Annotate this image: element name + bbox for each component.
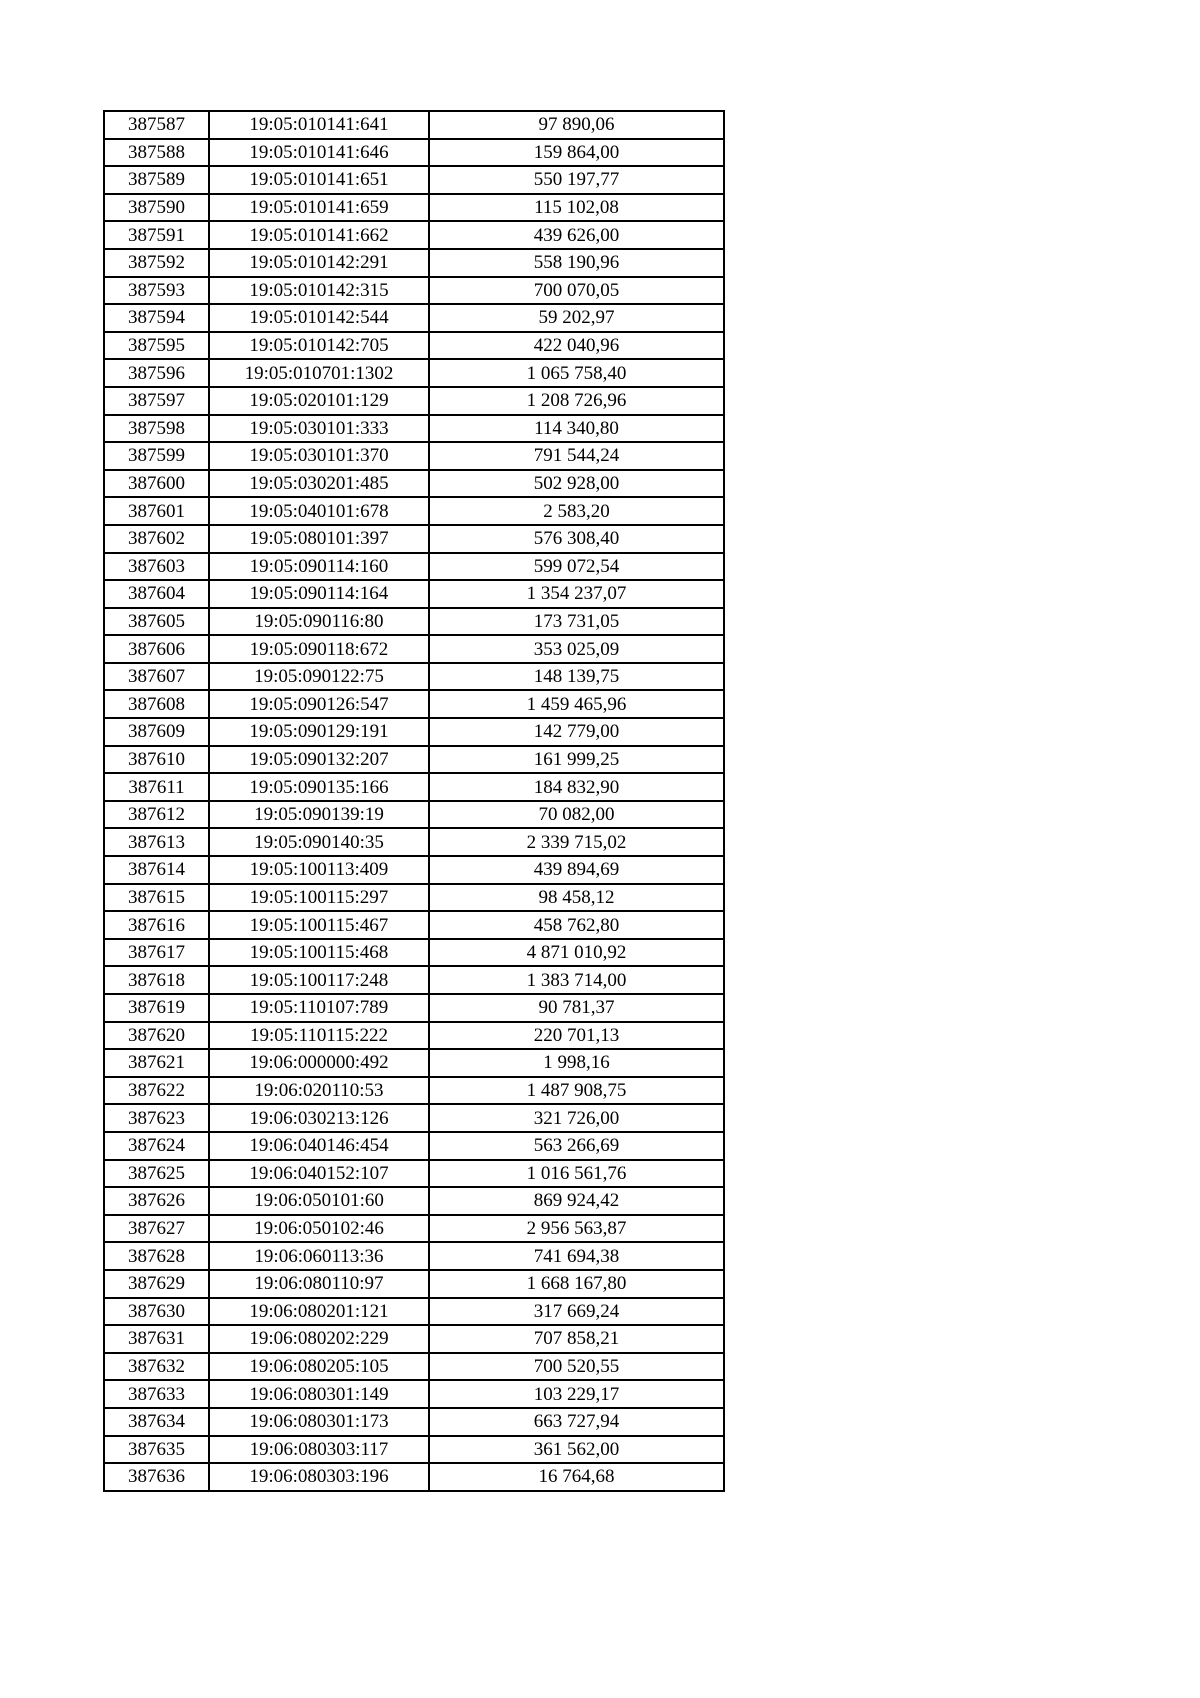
- table-row: [104, 1242, 724, 1270]
- cadastral-number-cell: 19:05:010141:659: [209, 194, 429, 222]
- table-row: [104, 1022, 724, 1050]
- cadastral-number-cell: 19:05:010701:1302: [209, 359, 429, 387]
- cadastral-number-cell: 19:05:090122:75: [209, 663, 429, 691]
- value-cell: 148 139,75: [429, 663, 724, 691]
- value-cell: 1 383 714,00: [429, 966, 724, 994]
- cadastral-number-cell: 19:06:080303:117: [209, 1436, 429, 1464]
- cadastral-number-cell: 19:05:100113:409: [209, 856, 429, 884]
- row-number-cell: 387588: [104, 139, 209, 167]
- value-cell: 98 458,12: [429, 884, 724, 912]
- table-row: [104, 1215, 724, 1243]
- row-number-cell: 387625: [104, 1160, 209, 1188]
- value-cell: 869 924,42: [429, 1187, 724, 1215]
- value-cell: 1 065 758,40: [429, 359, 724, 387]
- row-number-cell: 387606: [104, 635, 209, 663]
- row-number-cell: 387621: [104, 1049, 209, 1077]
- row-number-cell: 387631: [104, 1325, 209, 1353]
- cadastral-number-cell: 19:05:090135:166: [209, 773, 429, 801]
- value-cell: 59 202,97: [429, 304, 724, 332]
- row-number-cell: 387610: [104, 746, 209, 774]
- row-number-cell: 387617: [104, 939, 209, 967]
- value-cell: 220 701,13: [429, 1022, 724, 1050]
- table-row: [104, 1298, 724, 1326]
- table-row: [104, 387, 724, 415]
- value-cell: 663 727,94: [429, 1408, 724, 1436]
- cadastral-number-cell: 19:05:030101:333: [209, 415, 429, 443]
- row-number-cell: 387616: [104, 911, 209, 939]
- cadastral-number-cell: 19:05:090132:207: [209, 746, 429, 774]
- table-row: [104, 1463, 724, 1491]
- row-number-cell: 387623: [104, 1104, 209, 1132]
- value-cell: 741 694,38: [429, 1242, 724, 1270]
- row-number-cell: 387611: [104, 773, 209, 801]
- table-row: [104, 1270, 724, 1298]
- row-number-cell: 387594: [104, 304, 209, 332]
- value-cell: 1 016 561,76: [429, 1160, 724, 1188]
- row-number-cell: 387622: [104, 1077, 209, 1105]
- cadastral-number-cell: 19:06:050102:46: [209, 1215, 429, 1243]
- row-number-cell: 387624: [104, 1132, 209, 1160]
- value-cell: 700 520,55: [429, 1353, 724, 1381]
- row-number-cell: 387587: [104, 111, 209, 139]
- row-number-cell: 387597: [104, 387, 209, 415]
- value-cell: 439 626,00: [429, 221, 724, 249]
- table-row: [104, 553, 724, 581]
- table-row: [104, 690, 724, 718]
- row-number-cell: 387596: [104, 359, 209, 387]
- cadastral-number-cell: 19:05:010142:291: [209, 249, 429, 277]
- cadastral-number-cell: 19:05:090129:191: [209, 718, 429, 746]
- cadastral-number-cell: 19:05:080101:397: [209, 525, 429, 553]
- value-cell: 159 864,00: [429, 139, 724, 167]
- table-row: [104, 497, 724, 525]
- value-cell: 16 764,68: [429, 1463, 724, 1491]
- row-number-cell: 387632: [104, 1353, 209, 1381]
- value-cell: 422 040,96: [429, 332, 724, 360]
- table-row: [104, 1132, 724, 1160]
- cadastral-number-cell: 19:05:040101:678: [209, 497, 429, 525]
- row-number-cell: 387613: [104, 828, 209, 856]
- cadastral-number-cell: 19:06:020110:53: [209, 1077, 429, 1105]
- table-row: [104, 663, 724, 691]
- table-row: [104, 139, 724, 167]
- cadastral-number-cell: 19:05:010142:315: [209, 277, 429, 305]
- table-row: [104, 332, 724, 360]
- cadastral-number-cell: 19:06:080202:229: [209, 1325, 429, 1353]
- row-number-cell: 387636: [104, 1463, 209, 1491]
- value-cell: 707 858,21: [429, 1325, 724, 1353]
- table-row: [104, 884, 724, 912]
- row-number-cell: 387635: [104, 1436, 209, 1464]
- table-row: [104, 1104, 724, 1132]
- value-cell: 361 562,00: [429, 1436, 724, 1464]
- cadastral-number-cell: 19:05:110107:789: [209, 994, 429, 1022]
- value-cell: 1 668 167,80: [429, 1270, 724, 1298]
- cadastral-number-cell: 19:06:040146:454: [209, 1132, 429, 1160]
- row-number-cell: 387627: [104, 1215, 209, 1243]
- cadastral-number-cell: 19:06:080301:149: [209, 1380, 429, 1408]
- table-row: [104, 111, 724, 139]
- cadastral-number-cell: 19:05:090114:160: [209, 553, 429, 581]
- row-number-cell: 387619: [104, 994, 209, 1022]
- value-cell: 142 779,00: [429, 718, 724, 746]
- table-row: [104, 1049, 724, 1077]
- table-row: [104, 415, 724, 443]
- cadastral-number-cell: 19:05:010142:544: [209, 304, 429, 332]
- table-row: [104, 1353, 724, 1381]
- value-cell: 103 229,17: [429, 1380, 724, 1408]
- table-row: [104, 856, 724, 884]
- table-row: [104, 635, 724, 663]
- value-cell: 700 070,05: [429, 277, 724, 305]
- cadastral-number-cell: 19:06:000000:492: [209, 1049, 429, 1077]
- row-number-cell: 387608: [104, 690, 209, 718]
- table-row: [104, 939, 724, 967]
- table-row: [104, 304, 724, 332]
- row-number-cell: 387592: [104, 249, 209, 277]
- cadastral-number-cell: 19:05:030101:370: [209, 442, 429, 470]
- row-number-cell: 387595: [104, 332, 209, 360]
- cadastral-number-cell: 19:05:100115:468: [209, 939, 429, 967]
- cadastral-number-cell: 19:05:090139:19: [209, 801, 429, 829]
- table-row: [104, 194, 724, 222]
- row-number-cell: 387628: [104, 1242, 209, 1270]
- row-number-cell: 387591: [104, 221, 209, 249]
- value-cell: 173 731,05: [429, 608, 724, 636]
- row-number-cell: 387629: [104, 1270, 209, 1298]
- value-cell: 2 583,20: [429, 497, 724, 525]
- row-number-cell: 387609: [104, 718, 209, 746]
- table-row: [104, 911, 724, 939]
- cadastral-number-cell: 19:06:080205:105: [209, 1353, 429, 1381]
- table-row: [104, 801, 724, 829]
- table-row: [104, 221, 724, 249]
- row-number-cell: 387604: [104, 580, 209, 608]
- cadastral-number-cell: 19:06:080201:121: [209, 1298, 429, 1326]
- value-cell: 115 102,08: [429, 194, 724, 222]
- cadastral-number-cell: 19:05:100115:297: [209, 884, 429, 912]
- row-number-cell: 387607: [104, 663, 209, 691]
- table-row: [104, 746, 724, 774]
- value-cell: 321 726,00: [429, 1104, 724, 1132]
- row-number-cell: 387615: [104, 884, 209, 912]
- row-number-cell: 387590: [104, 194, 209, 222]
- cadastral-number-cell: 19:06:040152:107: [209, 1160, 429, 1188]
- row-number-cell: 387605: [104, 608, 209, 636]
- cadastral-number-cell: 19:05:090126:547: [209, 690, 429, 718]
- row-number-cell: 387618: [104, 966, 209, 994]
- row-number-cell: 387600: [104, 470, 209, 498]
- cadastral-number-cell: 19:06:080301:173: [209, 1408, 429, 1436]
- value-cell: 1 208 726,96: [429, 387, 724, 415]
- row-number-cell: 387630: [104, 1298, 209, 1326]
- table-row: [104, 525, 724, 553]
- table-row: [104, 994, 724, 1022]
- table-row: [104, 1077, 724, 1105]
- cadastral-number-cell: 19:05:010142:705: [209, 332, 429, 360]
- value-cell: 2 339 715,02: [429, 828, 724, 856]
- value-cell: 439 894,69: [429, 856, 724, 884]
- value-cell: 97 890,06: [429, 111, 724, 139]
- cadastral-number-cell: 19:05:010141:646: [209, 139, 429, 167]
- table-row: [104, 166, 724, 194]
- value-cell: 70 082,00: [429, 801, 724, 829]
- table-row: [104, 249, 724, 277]
- table-row: [104, 773, 724, 801]
- value-cell: 599 072,54: [429, 553, 724, 581]
- row-number-cell: 387626: [104, 1187, 209, 1215]
- value-cell: 90 781,37: [429, 994, 724, 1022]
- row-number-cell: 387612: [104, 801, 209, 829]
- table-body: [104, 111, 724, 1491]
- cadastral-number-cell: 19:05:100117:248: [209, 966, 429, 994]
- row-number-cell: 387614: [104, 856, 209, 884]
- cadastral-number-cell: 19:05:020101:129: [209, 387, 429, 415]
- value-cell: 4 871 010,92: [429, 939, 724, 967]
- table-row: [104, 1408, 724, 1436]
- cadastral-number-cell: 19:05:100115:467: [209, 911, 429, 939]
- table-row: [104, 580, 724, 608]
- cadastral-number-cell: 19:05:010141:662: [209, 221, 429, 249]
- data-table: [103, 110, 725, 1492]
- value-cell: 184 832,90: [429, 773, 724, 801]
- value-cell: 576 308,40: [429, 525, 724, 553]
- table-row: [104, 1436, 724, 1464]
- cadastral-number-cell: 19:05:090114:164: [209, 580, 429, 608]
- value-cell: 558 190,96: [429, 249, 724, 277]
- table-row: [104, 828, 724, 856]
- row-number-cell: 387593: [104, 277, 209, 305]
- value-cell: 114 340,80: [429, 415, 724, 443]
- cadastral-number-cell: 19:06:050101:60: [209, 1187, 429, 1215]
- table-row: [104, 1380, 724, 1408]
- value-cell: 458 762,80: [429, 911, 724, 939]
- table-row: [104, 1160, 724, 1188]
- cadastral-number-cell: 19:05:090140:35: [209, 828, 429, 856]
- value-cell: 317 669,24: [429, 1298, 724, 1326]
- row-number-cell: 387633: [104, 1380, 209, 1408]
- table-row: [104, 718, 724, 746]
- row-number-cell: 387620: [104, 1022, 209, 1050]
- cadastral-number-cell: 19:06:080303:196: [209, 1463, 429, 1491]
- row-number-cell: 387599: [104, 442, 209, 470]
- cadastral-number-cell: 19:05:010141:651: [209, 166, 429, 194]
- value-cell: 1 459 465,96: [429, 690, 724, 718]
- row-number-cell: 387601: [104, 497, 209, 525]
- value-cell: 550 197,77: [429, 166, 724, 194]
- value-cell: 791 544,24: [429, 442, 724, 470]
- cadastral-number-cell: 19:06:030213:126: [209, 1104, 429, 1132]
- row-number-cell: 387603: [104, 553, 209, 581]
- row-number-cell: 387602: [104, 525, 209, 553]
- value-cell: 353 025,09: [429, 635, 724, 663]
- cadastral-number-cell: 19:05:090118:672: [209, 635, 429, 663]
- value-cell: 2 956 563,87: [429, 1215, 724, 1243]
- row-number-cell: 387598: [104, 415, 209, 443]
- value-cell: 1 354 237,07: [429, 580, 724, 608]
- table-row: [104, 1325, 724, 1353]
- value-cell: 161 999,25: [429, 746, 724, 774]
- table-row: [104, 277, 724, 305]
- cadastral-number-cell: 19:05:110115:222: [209, 1022, 429, 1050]
- cadastral-number-cell: 19:05:030201:485: [209, 470, 429, 498]
- value-cell: 502 928,00: [429, 470, 724, 498]
- table-row: [104, 470, 724, 498]
- table-row: [104, 966, 724, 994]
- cadastral-number-cell: 19:05:090116:80: [209, 608, 429, 636]
- table-row: [104, 442, 724, 470]
- cadastral-number-cell: 19:05:010141:641: [209, 111, 429, 139]
- table-row: [104, 1187, 724, 1215]
- cadastral-number-cell: 19:06:080110:97: [209, 1270, 429, 1298]
- cadastral-number-cell: 19:06:060113:36: [209, 1242, 429, 1270]
- row-number-cell: 387589: [104, 166, 209, 194]
- value-cell: 1 998,16: [429, 1049, 724, 1077]
- value-cell: 1 487 908,75: [429, 1077, 724, 1105]
- table-row: [104, 359, 724, 387]
- row-number-cell: 387634: [104, 1408, 209, 1436]
- value-cell: 563 266,69: [429, 1132, 724, 1160]
- table-row: [104, 608, 724, 636]
